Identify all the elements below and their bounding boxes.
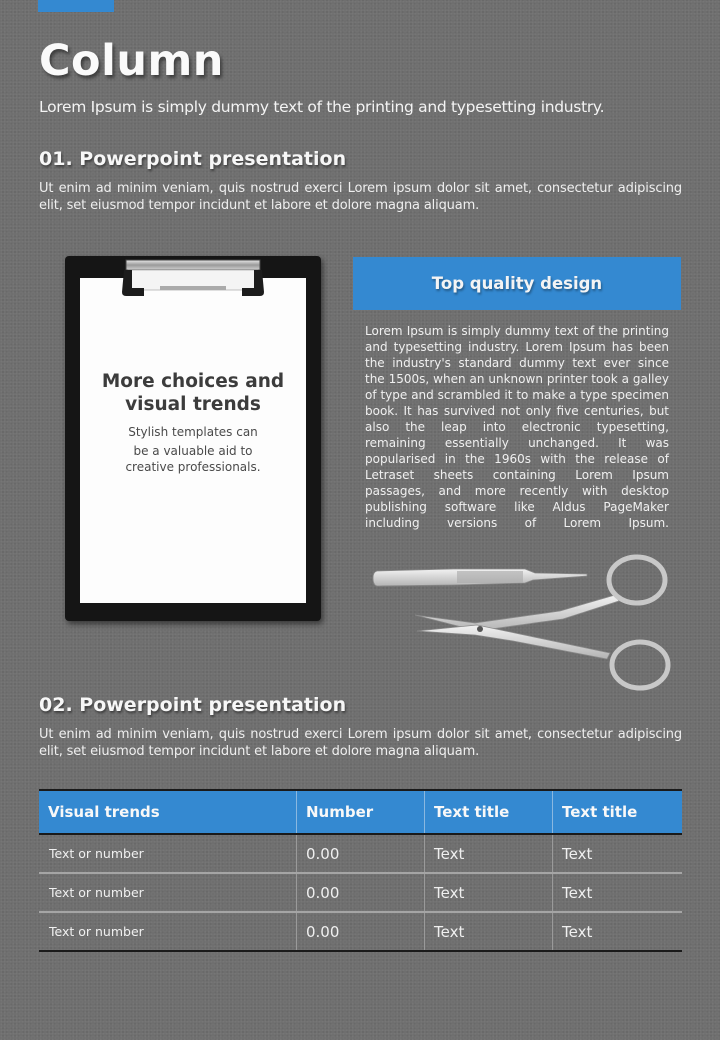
accent-bar: [38, 0, 114, 12]
data-table: [39, 789, 682, 952]
page-title: Column: [39, 36, 224, 86]
clipboard-image: [65, 256, 321, 621]
table-cell: Text: [553, 834, 683, 873]
section-2-body: Ut enim ad minim veniam, quis nostrud exerci Lorem ipsum dolor sit amet, consectetur adipiscing elit, set eiusmod tempor incidunt et labore et dolore magna aliquam.: [39, 727, 682, 759]
feature-body: Lorem Ipsum is simply dummy text of the printing and typesetting industry. Lorem Ipsum has been the industry's standard dummy text ever since the 1500s, when an unknown printer took a galley of type and scrambled it to make a type specimen book. It has survived not only five centuries, but also the leap into electronic typesetting, remaining essentially unchanged. It was popularised in the 1960s with the release of Letraset sheets containing Lorem Ipsum passages, and more recently with desktop publishing software like Aldus PageMaker including versions of Lorem Ipsum.: [365, 324, 669, 530]
page-subtitle: Lorem Ipsum is simply dummy text of the printing and typesetting industry.: [39, 98, 605, 116]
table-header-cell: Visual trends: [39, 790, 297, 834]
table-cell: 0.00: [297, 912, 425, 951]
section-1-heading: 01. Powerpoint presentation: [39, 148, 347, 170]
table-header-cell: Text title: [553, 790, 683, 834]
table-row: [39, 912, 682, 951]
table-cell: Text or number: [39, 912, 297, 951]
table-cell: Text: [425, 873, 553, 912]
table-header-cell: Number: [297, 790, 425, 834]
clipboard-line-1: Stylish templates can: [128, 425, 258, 439]
table-row: [39, 834, 682, 873]
clipboard-paper: [80, 278, 306, 603]
table-header-cell: Text title: [425, 790, 553, 834]
table-cell: 0.00: [297, 873, 425, 912]
table-cell: Text: [553, 912, 683, 951]
table-cell: Text or number: [39, 873, 297, 912]
table-cell: 0.00: [297, 834, 425, 873]
table-cell: Text or number: [39, 834, 297, 873]
feature-banner-title: Top quality design: [431, 274, 603, 293]
clipboard-clip-icon: [120, 258, 266, 298]
section-2-heading: 02. Powerpoint presentation: [39, 694, 347, 716]
section-1-body: Ut enim ad minim veniam, quis nostrud exerci Lorem ipsum dolor sit amet, consectetur adipiscing elit, set eiusmod tempor incidunt et labore et dolore magna aliquam.: [39, 181, 682, 213]
clipboard-text: [80, 424, 306, 475]
table-row: [39, 873, 682, 912]
clipboard-content: [80, 370, 306, 478]
clipboard-heading: More choices and visual trends: [101, 371, 285, 415]
table-cell: Text: [425, 834, 553, 873]
table-cell: Text: [425, 912, 553, 951]
surgical-tools-icon: [365, 545, 675, 695]
clipboard-line-2: be a valuable aid to creative professionals.: [125, 444, 261, 474]
feature-banner: [353, 257, 681, 310]
table-header-row: [39, 790, 682, 834]
table-cell: Text: [553, 873, 683, 912]
